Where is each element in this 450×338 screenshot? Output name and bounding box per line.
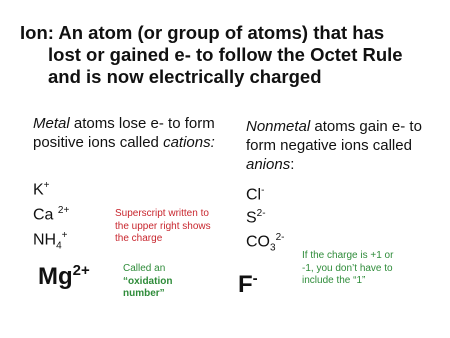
nonmetal-term: Nonmetal [246, 118, 311, 135]
title-line-3: and is now electrically charged [48, 66, 322, 87]
anion-colon: : [290, 156, 295, 173]
title-line-2: lost or gained e- to follow the Octet Rule [48, 44, 403, 65]
ion-f-large: F- [238, 270, 258, 298]
oxidation-note: Called an “oxidation number” [123, 263, 173, 299]
anion-text: atoms gain e- to form negative ions called [246, 118, 422, 154]
cation-text: atoms lose e- to form positive ions called [33, 115, 215, 151]
metal-term: Metal [33, 115, 70, 132]
cation-definition [33, 114, 223, 152]
ion-co3: $CO_3^{2-}$ [246, 232, 285, 254]
ion-k: K+ [33, 180, 50, 199]
charge-one-note: If the charge is +1 or -1, you don’t have to include the “1” [302, 250, 394, 286]
ion-cl: Cl- [246, 185, 265, 204]
ion-mg-large: $Mg^{2+}$ [38, 262, 90, 290]
cations-term: cations: [163, 134, 215, 151]
slide-title [20, 22, 440, 88]
anions-term: anions [246, 156, 291, 173]
ion-s: $S^{2-}$ [246, 208, 266, 227]
superscript-note: Superscript written to the upper right shows the charge [115, 208, 211, 244]
title-line-1: Ion: An atom (or group of atoms) that has [20, 22, 385, 43]
ion-nh4: $NH_4^+$ [33, 230, 68, 252]
ion-ca: Ca $^{2+}$ [33, 205, 70, 224]
anion-definition [246, 117, 446, 174]
